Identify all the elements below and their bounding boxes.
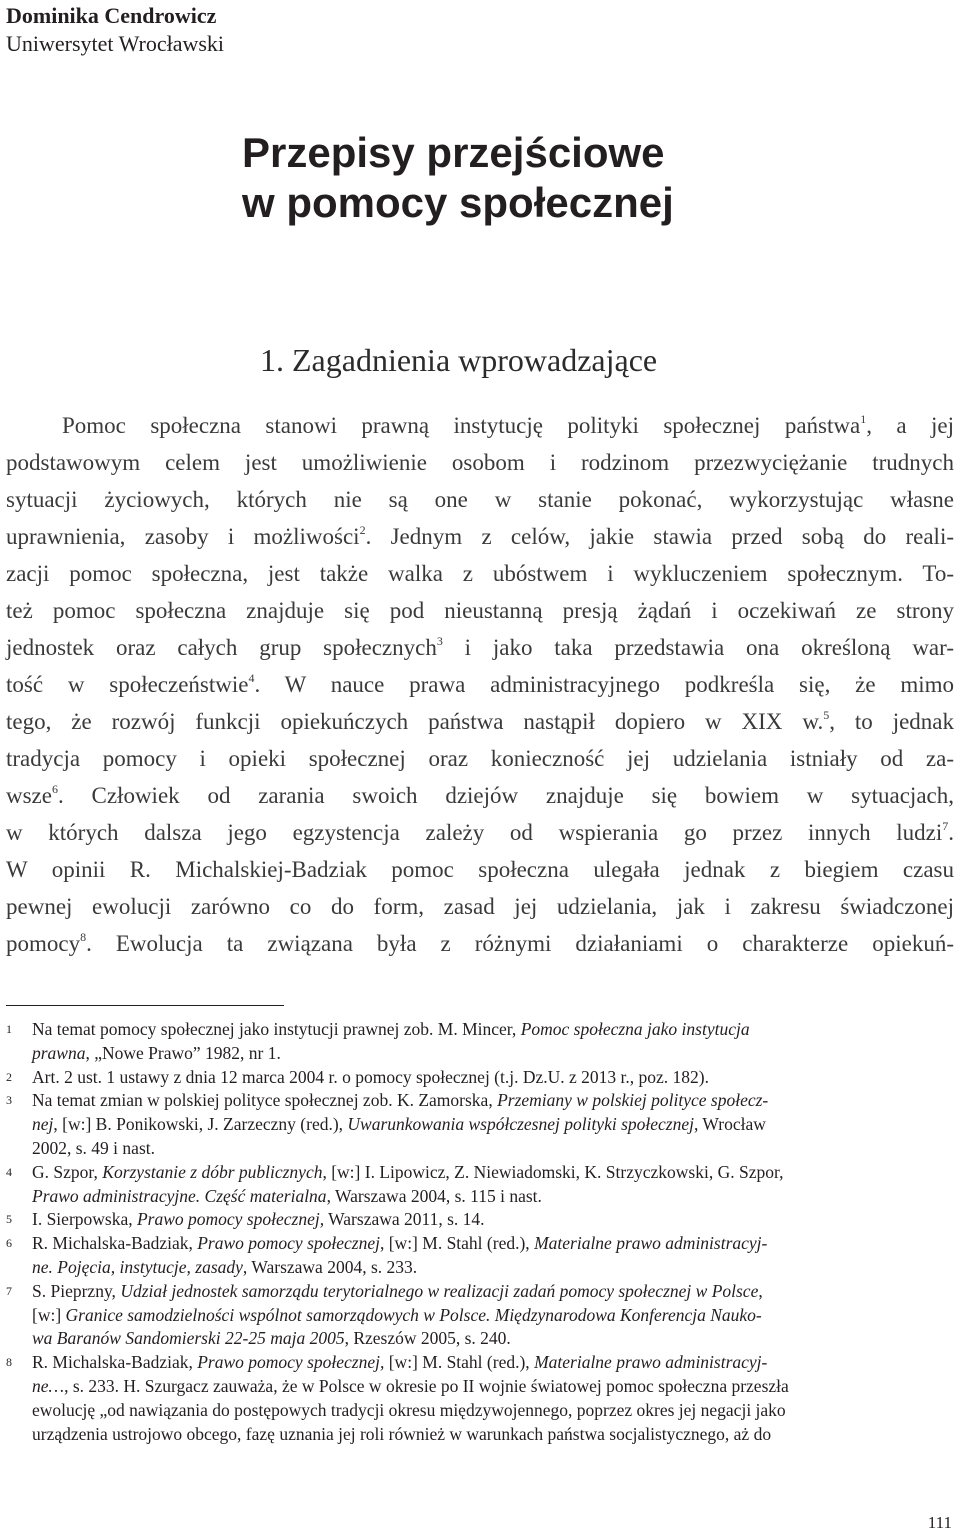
footnote-italic-run: Korzystanie z dóbr publicznych — [102, 1161, 323, 1182]
body-text-run: uprawnienia, zasoby i możliwości — [6, 524, 360, 549]
footnote-run: , [w:] B. Ponikowski, J. Zarzeczny (red.), — [53, 1114, 348, 1135]
body-text-run: sytuacji życiowych, których nie są one w stanie pokonać, wykorzystując własne — [6, 487, 954, 512]
author-block — [6, 2, 224, 58]
footnote-italic-run: Prawo pomocy społecznej, — [197, 1352, 385, 1373]
footnote-run: G. Szpor, — [32, 1161, 103, 1182]
footnote-line — [32, 1304, 956, 1328]
footnote-ref[interactable]: 3 — [436, 634, 443, 648]
footnote-line — [32, 1018, 956, 1042]
footnote-line — [32, 1256, 956, 1280]
footnote-run: ewolucję „od nawiązania do postępowych tradycji okresu międzywojennego, poprzez okres jej negacji jako — [32, 1399, 786, 1420]
footnote-run: , „Nowe Prawo” 1982, nr 1. — [85, 1042, 281, 1063]
body-line — [6, 888, 954, 925]
author-name: Dominika Cendrowicz — [6, 3, 217, 28]
footnote-number: 8 — [6, 1355, 12, 1370]
footnote-run: R. Michalska-Badziak, — [32, 1352, 198, 1373]
footnote-8 — [6, 1351, 956, 1446]
body-line — [6, 666, 954, 703]
footnote-italic-run: Prawo administracyjne. Część materialna — [32, 1185, 327, 1206]
body-line — [6, 518, 954, 555]
body-line — [6, 851, 954, 888]
footnote-1 — [6, 1018, 956, 1066]
body-line — [6, 925, 954, 962]
footnote-run: I. Sierpowska, — [32, 1209, 137, 1230]
footnote-6 — [6, 1232, 956, 1280]
body-text-run: , to jednak — [829, 709, 955, 734]
footnote-italic-run: Granice samodzielności wspólnot samorządowych w Polsce. Międzynarodowa Konferencja Nauko- — [65, 1304, 762, 1325]
footnote-line — [32, 1351, 956, 1375]
footnote-2 — [6, 1066, 956, 1090]
footnote-run: , Warszawa 2004, s. 233. — [242, 1256, 418, 1277]
footnote-line — [32, 1161, 956, 1185]
footnote-italic-run: ne. Pojęcia, instytucje, zasady — [32, 1256, 243, 1277]
footnote-7 — [6, 1280, 956, 1351]
body-text-run: . W nauce prawa administracyjnego podkreśla się, że mimo — [254, 672, 954, 697]
article-title-line-2: w pomocy społecznej — [242, 179, 674, 226]
body-text-run: pewnej ewolucji zarówno co do form, zasad jej udzielania, jak i zakresu świadczonej — [6, 894, 954, 919]
footnote-run: Na temat zmian w polskiej polityce społecznej zob. K. Zamorska, — [32, 1090, 498, 1111]
footnote-italic-run: Materialne prawo administracyj- — [534, 1352, 768, 1373]
footnote-italic-run: nej — [32, 1114, 54, 1135]
footnote-rule — [6, 1005, 284, 1006]
footnote-line — [32, 1185, 956, 1209]
body-line — [6, 592, 954, 629]
body-text-run: podstawowym celem jest umożliwienie osobom i rodzinom przezwyciężanie trudnych — [6, 450, 954, 475]
footnote-run: Art. 2 ust. 1 ustawy z dnia 12 marca 2004 r. o pomocy społecznej (t.j. Dz.U. z 2013 r., poz. 182). — [32, 1066, 710, 1087]
body-text-run: , a jej — [866, 413, 954, 438]
footnote-number: 3 — [6, 1093, 12, 1108]
page-number: 111 — [927, 1513, 952, 1532]
footnote-run: , [w:] I. Lipowicz, Z. Niewiadomski, K. Strzyczkowski, G. Szpor, — [322, 1161, 784, 1182]
footnote-ref[interactable]: 6 — [51, 782, 58, 796]
footnote-italic-run: ne… — [32, 1375, 65, 1396]
footnote-italic-run: Przemiany w polskiej polityce społecz- — [497, 1090, 769, 1111]
footnote-italic-run: Uwarunkowania współczesnej polityki społecznej — [347, 1114, 694, 1135]
footnote-italic-run: Prawo pomocy społecznej, — [136, 1209, 325, 1230]
body-line — [6, 814, 954, 851]
footnote-ref[interactable]: 5 — [823, 708, 830, 722]
footnote-run: urządzenia ustrojowo obcego, fazę uznania jej roli również w warunkach państwa socjalistycznego, aż do — [32, 1423, 772, 1444]
footnote-line — [32, 1208, 956, 1232]
article-title — [242, 128, 802, 228]
body-text-run: . Człowiek od zarania swoich dziejów znajduje się bowiem w sytuacjach, — [57, 783, 954, 808]
body-line — [6, 481, 954, 518]
footnote-italic-run: Prawo pomocy społecznej — [197, 1233, 380, 1254]
body-text-run: . — [948, 820, 954, 845]
footnote-number: 4 — [6, 1164, 12, 1179]
footnote-italic-run: Materialne prawo administracyj- — [534, 1233, 768, 1254]
footnote-run: , [w:] M. Stahl (red.), — [379, 1233, 535, 1254]
footnote-run: 2002, s. 49 i nast. — [32, 1137, 155, 1158]
body-line — [6, 555, 954, 592]
body-text-run: zacji pomoc społeczna, jest także walka z ubóstwem i wykluczeniem społecznym. To- — [6, 561, 954, 586]
author-affiliation: Uniwersytet Wrocławski — [6, 31, 225, 56]
body-text-run: . Ewolucja ta związana była z różnymi działaniami o charakterze opiekuń- — [86, 931, 954, 956]
body-line — [6, 777, 954, 814]
footnote-run: [w:] M. Stahl (red.), — [384, 1352, 535, 1373]
body-text-run: tradycja pomocy i opieki społecznej oraz konieczność jej udzielania istniały od za- — [6, 746, 954, 771]
footnote-line — [32, 1399, 956, 1423]
footnote-line — [32, 1375, 956, 1399]
body-text-run: W opinii R. Michalskiej-Badziak pomoc społeczna ulegała jednak z biegiem czasu — [6, 857, 954, 882]
body-text-run: . Jednym z celów, jakie stawia przed sobą do reali- — [365, 524, 954, 549]
footnote-line — [32, 1089, 956, 1113]
footnote-number: 5 — [6, 1212, 12, 1227]
footnote-run: , — [758, 1280, 763, 1301]
body-text-run: pomocy — [6, 931, 81, 956]
body-text-run: też pomoc społeczna znajduje się pod nieustanną presją żądań i oczekiwań ze strony — [6, 598, 954, 623]
body-text-run: tość w społeczeństwie — [6, 672, 249, 697]
body-line — [6, 407, 954, 444]
footnote-run: , s. 233. H. Szurgacz zauważa, że w Polsce w okresie po II wojnie światowej pomoc społeczna przeszła — [64, 1375, 789, 1396]
footnote-number: 1 — [6, 1022, 12, 1036]
footnote-number: 6 — [6, 1236, 12, 1251]
body-text-run: w których dalsza jego egzystencja zależy od wspierania go przez innych ludzi — [6, 820, 943, 845]
body-line — [6, 629, 954, 666]
footnote-line — [32, 1232, 956, 1256]
body-text-run: tego, że rozwój funkcji opiekuńczych państwa nastąpił dopiero w XIX w. — [6, 709, 824, 734]
body-line — [6, 703, 954, 740]
footnote-italic-run: prawna — [32, 1042, 86, 1063]
footnote-run: , Warszawa 2004, s. 115 i nast. — [326, 1185, 542, 1206]
footnote-ref[interactable]: 4 — [248, 671, 255, 685]
body-text-run: jednostek oraz całych grup społecznych — [6, 635, 437, 660]
footnote-run: [w:] — [32, 1304, 66, 1325]
body-line — [6, 740, 954, 777]
footnote-italic-run: wa Baranów Sandomierski 22-25 maja 2005 — [32, 1328, 345, 1349]
footnote-ref[interactable]: 7 — [942, 819, 949, 833]
body-text-run: i jako taka przedstawia ona określoną war- — [442, 635, 954, 660]
body-text-run: Pomoc społeczna stanowi prawną instytucję polityki społecznej państwa — [62, 413, 861, 438]
footnote-line — [32, 1042, 956, 1066]
footnote-italic-run: Udział jednostek samorządu terytorialnego w realizacji zadań pomocy społecznej w Polsce — [120, 1280, 759, 1301]
footnote-5 — [6, 1208, 956, 1232]
footnote-line — [32, 1327, 956, 1351]
footnote-ref[interactable]: 8 — [80, 930, 87, 944]
body-text — [6, 407, 954, 962]
section-heading: 1. Zagadnienia wprowadzające — [260, 342, 658, 378]
footnote-run: Warszawa 2011, s. 14. — [324, 1209, 485, 1230]
footnote-run: R. Michalska-Badziak, — [32, 1233, 198, 1254]
footnote-run: Na temat pomocy społecznej jako instytucji prawnej zob. M. Mincer, — [32, 1019, 521, 1039]
footnote-line — [32, 1423, 956, 1447]
footnote-run: , Wrocław — [693, 1114, 766, 1135]
footnote-number: 7 — [6, 1283, 12, 1298]
footnote-run: S. Pieprzny, — [32, 1280, 121, 1301]
footnote-italic-run: Pomoc społeczna jako instytucja — [520, 1019, 750, 1039]
footnote-line — [32, 1113, 956, 1137]
footnote-3 — [6, 1089, 956, 1160]
body-line — [6, 444, 954, 481]
footnote-4 — [6, 1161, 956, 1209]
footnote-run: , Rzeszów 2005, s. 240. — [344, 1328, 511, 1349]
footnote-line — [32, 1280, 956, 1304]
body-text-run: wsze — [6, 783, 52, 808]
footnote-line — [32, 1137, 956, 1161]
footnotes — [6, 1018, 956, 1446]
footnote-line — [32, 1066, 956, 1090]
footnote-ref[interactable]: 1 — [860, 412, 867, 426]
footnote-ref[interactable]: 2 — [359, 523, 366, 537]
footnote-number: 2 — [6, 1069, 12, 1084]
article-title-line-1: Przepisy przejściowe — [242, 129, 665, 176]
